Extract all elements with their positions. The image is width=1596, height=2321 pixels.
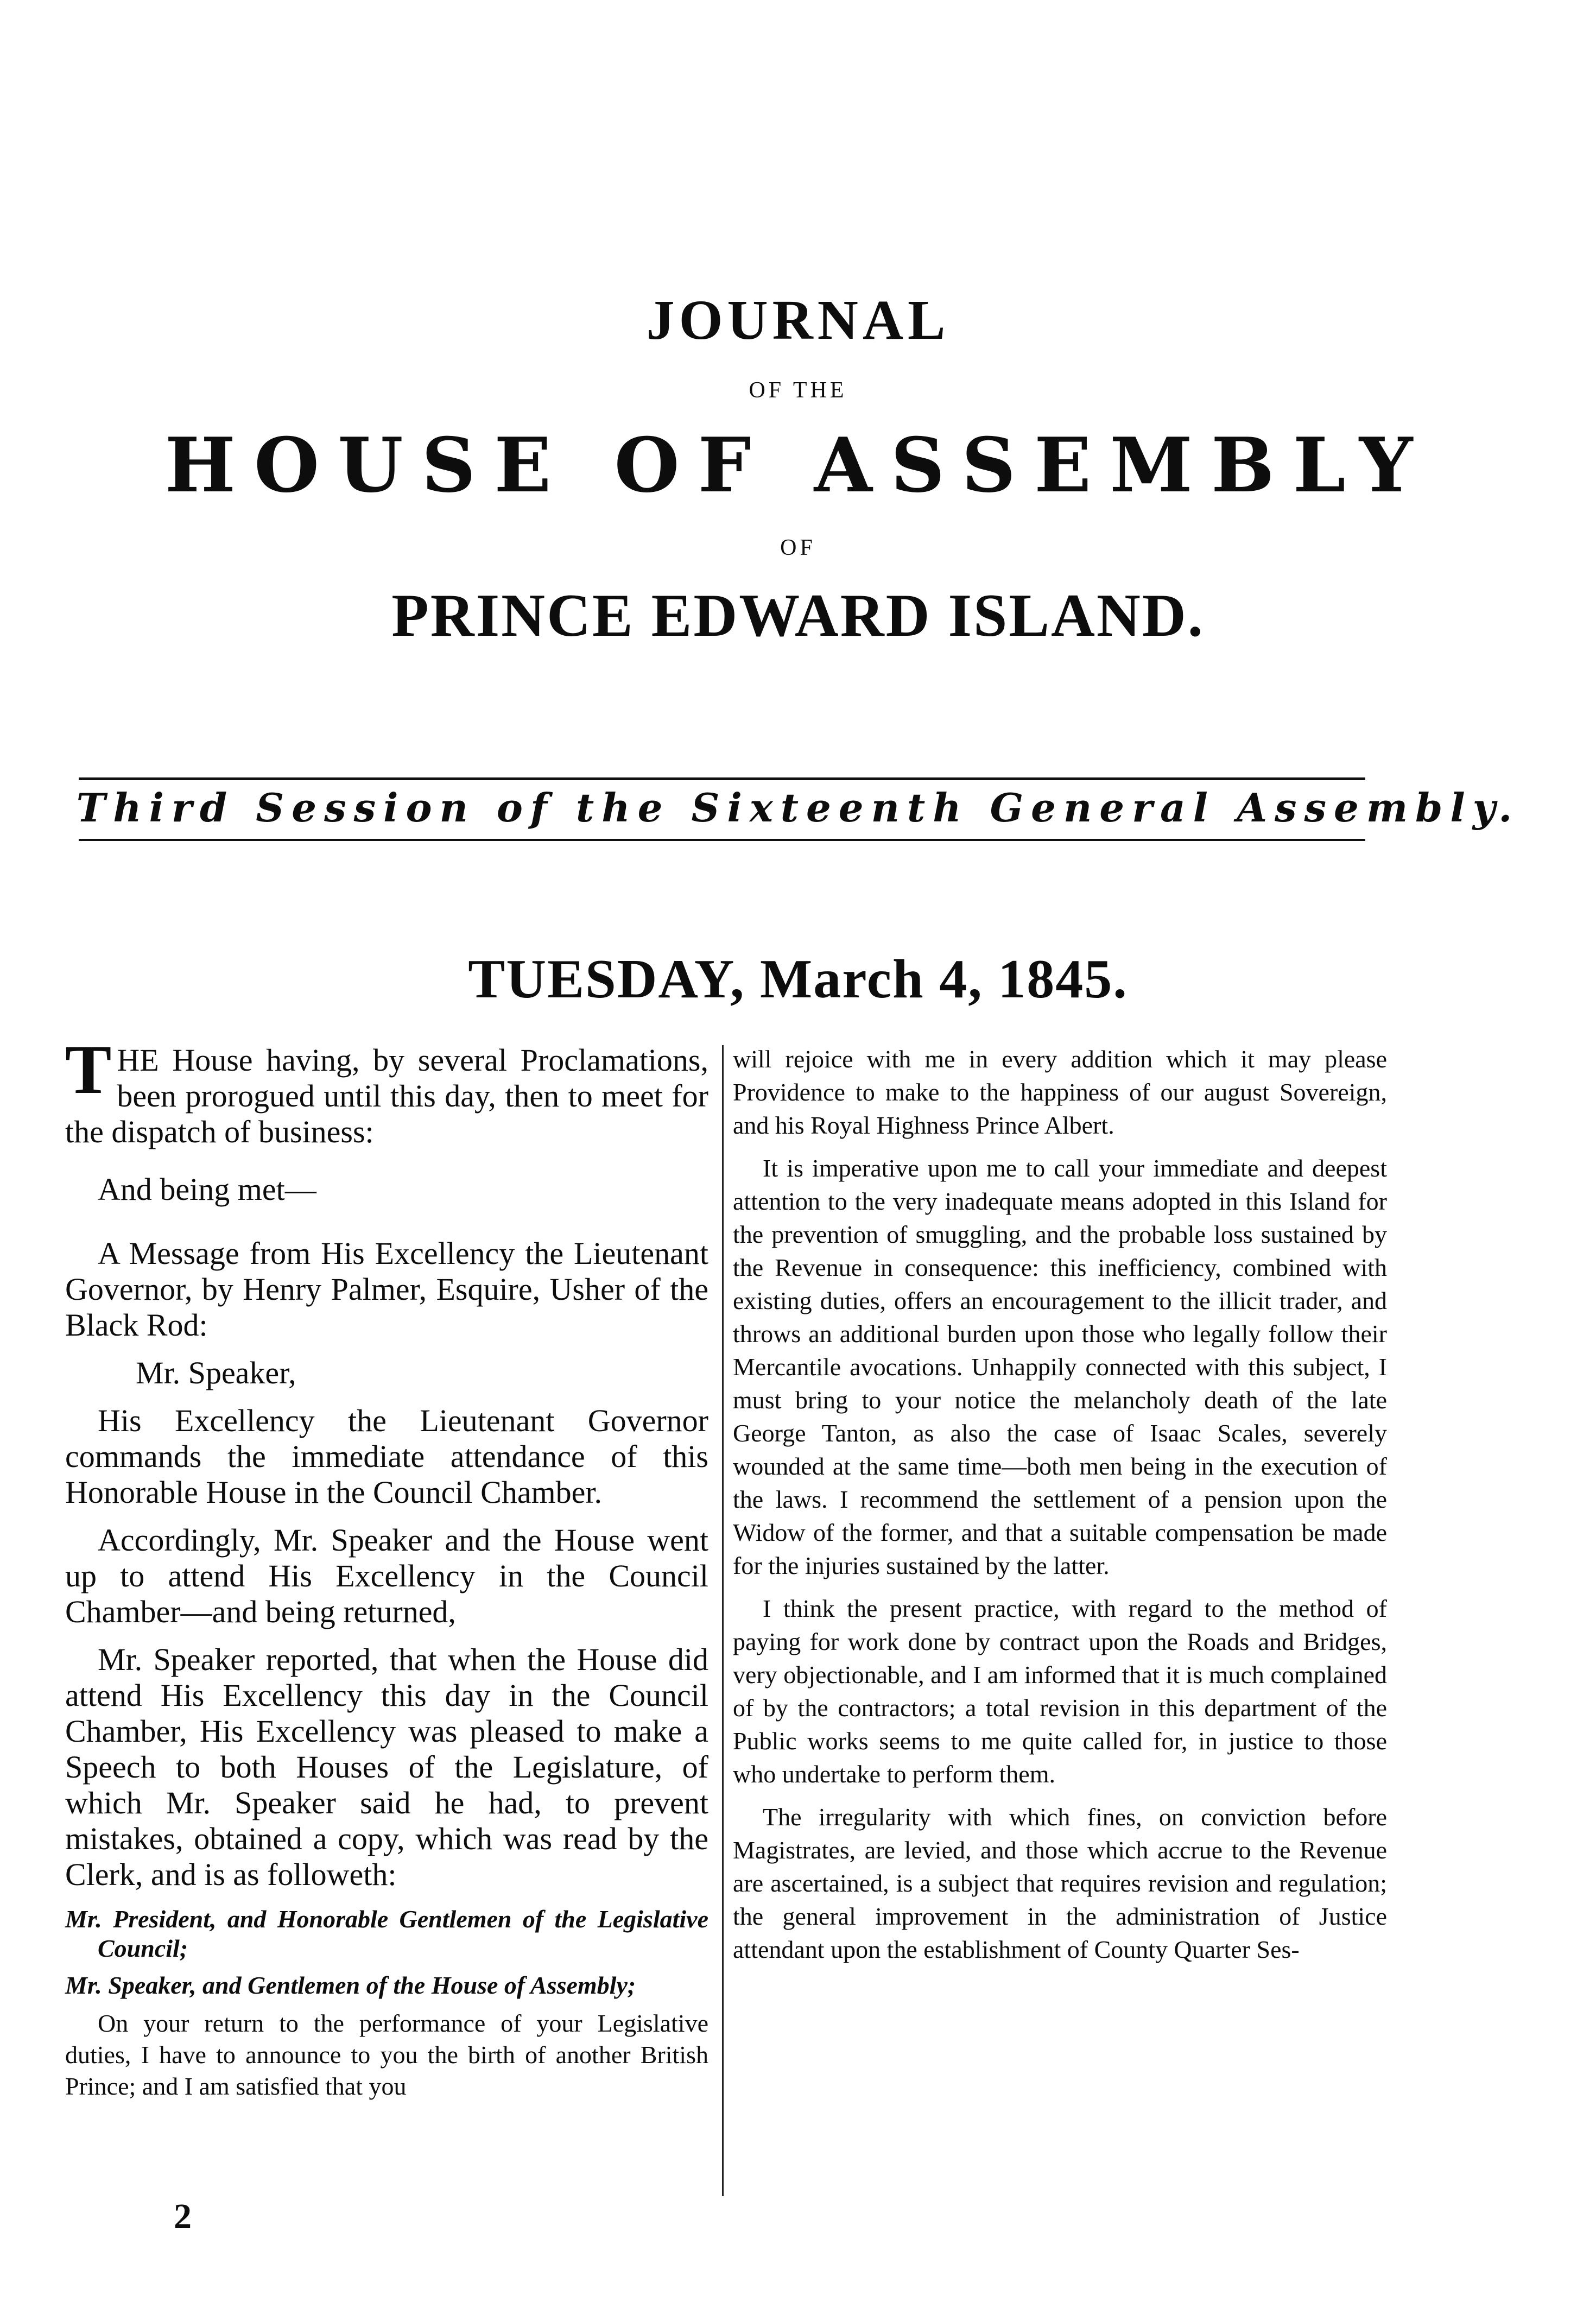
being-met-paragraph: And being met—: [98, 1172, 316, 1207]
bottom-rule: [79, 839, 1365, 841]
smuggling-paragraph: It is imperative upon me to call your immediate and deepest attention to the very inadequate means adopted in this Island for the prevention of smuggling, and the probable loss sustained by the Revenue in consequence: this inefficiency, combined with existing duties, offers an encouragement to the illicit trader, and throws an additional burden upon those who legally follow their Mercantile avocations. Unhappily connected with this subject, I must bring to your notice the melancholy death of the late George Tanton, as also the case of Isaac Scales, severely wounded at the same time—both men being in the execution of the laws. I recommend the settlement of a pension upon the Widow of the former, and that a suitable compensation be made for the injuries sustained by the latter.: [733, 1154, 1387, 1579]
left-column: [65, 1031, 708, 2114]
command-paragraph: His Excellency the Lieutenant Governor commands the immediate attendance of this Honorable House in the Council Chamber.: [65, 1403, 708, 1510]
column-divider: [722, 1045, 724, 2196]
speaker-address: Mr. Speaker,: [136, 1355, 296, 1390]
speech-opening-paragraph: On your return to the performance of your Legislative duties, I have to announce to you the birth of another British Prince; and I am satisfied that you: [65, 2009, 708, 2100]
session-banner: Third Session of the Sixteenth General Assembly.: [76, 785, 1520, 831]
message-paragraph: A Message from His Excellency the Lieutenant Governor, by Henry Palmer, Esquire, Usher of the Black Rod:: [65, 1236, 708, 1343]
salutation-council: Mr. President, and Honorable Gentlemen of the Legislative Council;: [65, 1905, 708, 1962]
house-of-assembly-title: HOUSE OF ASSEMBLY: [164, 421, 1432, 509]
journal-title: JOURNAL: [646, 289, 950, 351]
report-paragraph: Mr. Speaker reported, that when the House did attend His Excellency this day in the Council Chamber, His Excellency was pleased to make a Speech to both Houses of the Legislature, of which Mr. Speaker said he had, to prevent mistakes, obtained a copy, which was read by the Clerk, and is as followeth:: [65, 1642, 708, 1892]
province-title: PRINCE EDWARD ISLAND.: [391, 582, 1205, 649]
session-date-heading: TUESDAY, March 4, 1845.: [468, 948, 1128, 1010]
speech-continuation-paragraph: will rejoice with me in every addition which it may please Providence to make to the happiness of our august Sovereign, and his Royal Highness Prince Albert.: [733, 1045, 1387, 1139]
of-label: OF: [780, 535, 816, 560]
roads-paragraph: I think the present practice, with regard to the method of paying for work done by contract upon the Roads and Bridges, very objectionable, and I am informed that it is much complained of by the contractors; a total revision in this department of the Public works seems to me quite called for, in justice to those who undertake to perform them.: [733, 1595, 1387, 1788]
top-rule: [79, 777, 1365, 780]
salutation-assembly: Mr. Speaker, and Gentlemen of the House of Assembly;: [65, 1971, 636, 1999]
page-number: 2: [174, 2197, 192, 2236]
of-the-label: OF THE: [749, 378, 847, 403]
right-column: [733, 1042, 1387, 1976]
fines-paragraph: The irregularity with which fines, on conviction before Magistrates, are levied, and those which accrue to the Revenue are ascertained, is a subject that requires revision and regulation; the general improvement in the administration of Justice attendant upon the establishment of County Quarter Ses-: [733, 1803, 1387, 1963]
attendance-paragraph: Accordingly, Mr. Speaker and the House went up to attend His Excellency in the Council Chamber—and being returned,: [65, 1522, 708, 1629]
opening-paragraph: THE House having, by several Proclamations, been prorogued until this day, then to meet for the dispatch of business:: [65, 1031, 708, 1149]
